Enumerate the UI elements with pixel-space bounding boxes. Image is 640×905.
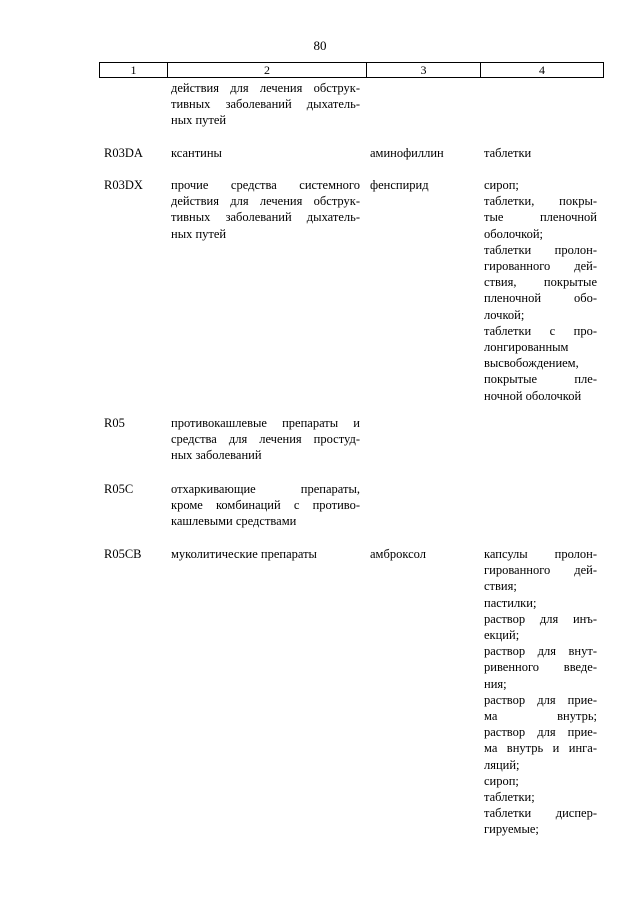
- cell-name: [171, 415, 360, 464]
- forms-line: оболочкой;: [484, 226, 543, 241]
- forms-line: раствор для прие-: [484, 725, 597, 740]
- forms-line: капсулы пролон-: [484, 547, 597, 561]
- header-cell-2: 2: [264, 63, 270, 77]
- forms-line: раствор для прие-: [484, 692, 597, 707]
- name-line: прочие средства системного: [171, 178, 360, 192]
- table-header-bottom-border: [99, 77, 604, 78]
- forms-line: ривенного введе-: [484, 660, 597, 675]
- page-number: 80: [313, 38, 327, 53]
- cell-name: [171, 481, 360, 530]
- cell-substance: амброксол: [370, 547, 426, 561]
- name-line: ных путей: [171, 226, 227, 241]
- name-line: муколитические препараты: [171, 547, 317, 561]
- column-divider: [603, 63, 604, 77]
- cell-forms: [484, 145, 597, 161]
- cell-name: [171, 177, 360, 242]
- header-cell-1: 1: [130, 63, 137, 77]
- forms-line: лонгированным: [484, 340, 569, 355]
- forms-line: екций;: [484, 628, 520, 643]
- forms-line: раствор для инъ-: [484, 611, 597, 626]
- forms-line: ния;: [484, 676, 507, 691]
- forms-line: пастилки;: [484, 595, 537, 610]
- name-line: тивных заболеваний дыхатель-: [171, 97, 360, 112]
- forms-line: таблетки: [484, 146, 532, 160]
- header-cell-3: 3: [420, 63, 427, 77]
- cell-code: R05CB: [104, 547, 142, 561]
- cell-name: [171, 80, 360, 129]
- name-line: кашлевыми средствами: [171, 514, 297, 529]
- forms-line: гируемые;: [484, 822, 539, 837]
- cell-substance: аминофиллин: [370, 146, 444, 160]
- cell-code: R03DA: [104, 146, 143, 160]
- forms-line: гированного дей-: [484, 259, 597, 274]
- forms-line: сироп;: [484, 178, 519, 192]
- forms-line: покрытые пле-: [484, 372, 597, 387]
- cell-substance: фенспирид: [370, 178, 429, 192]
- forms-line: ствия;: [484, 579, 517, 594]
- name-line: отхаркивающие препараты,: [171, 482, 360, 496]
- header-cell-4: 4: [539, 63, 545, 77]
- name-line: противокашлевые препараты и: [171, 416, 360, 430]
- forms-line: ма внутрь;: [484, 709, 597, 724]
- forms-line: ляций;: [484, 757, 520, 772]
- forms-line: пленочной обо-: [484, 291, 597, 306]
- name-line: ных путей: [171, 113, 227, 128]
- forms-line: таблетки с про-: [484, 323, 597, 338]
- forms-line: раствор для внут-: [484, 644, 597, 659]
- cell-code: R05C: [104, 482, 134, 496]
- name-line: ксантины: [171, 146, 222, 160]
- name-line: тивных заболеваний дыхатель-: [171, 210, 360, 225]
- name-line: кроме комбинаций с противо-: [171, 498, 360, 513]
- forms-line: ствия, покрытые: [484, 275, 597, 290]
- forms-line: ночной оболочкой: [484, 388, 582, 403]
- forms-line: высвобождением,: [484, 356, 579, 371]
- forms-line: таблетки;: [484, 790, 535, 805]
- forms-line: гированного дей-: [484, 563, 597, 578]
- cell-forms: [484, 177, 597, 404]
- cell-code: R03DX: [104, 178, 143, 192]
- forms-line: таблетки пролон-: [484, 242, 597, 257]
- cell-code: R05: [104, 416, 125, 430]
- name-line: средства для лечения простуд-: [171, 432, 360, 447]
- forms-line: таблетки, покры-: [484, 194, 597, 209]
- forms-line: лочкой;: [484, 307, 525, 322]
- forms-line: таблетки диспер-: [484, 806, 597, 821]
- name-line: ных заболеваний: [171, 448, 262, 463]
- forms-line: тые пленочной: [484, 210, 597, 225]
- forms-line: ма внутрь и инга-: [484, 741, 597, 756]
- name-line: действия для лечения обструк-: [171, 81, 360, 95]
- name-line: действия для лечения обструк-: [171, 194, 360, 209]
- cell-forms: [484, 546, 597, 838]
- cell-name: [171, 546, 360, 562]
- forms-line: сироп;: [484, 773, 519, 788]
- cell-name: [171, 145, 360, 161]
